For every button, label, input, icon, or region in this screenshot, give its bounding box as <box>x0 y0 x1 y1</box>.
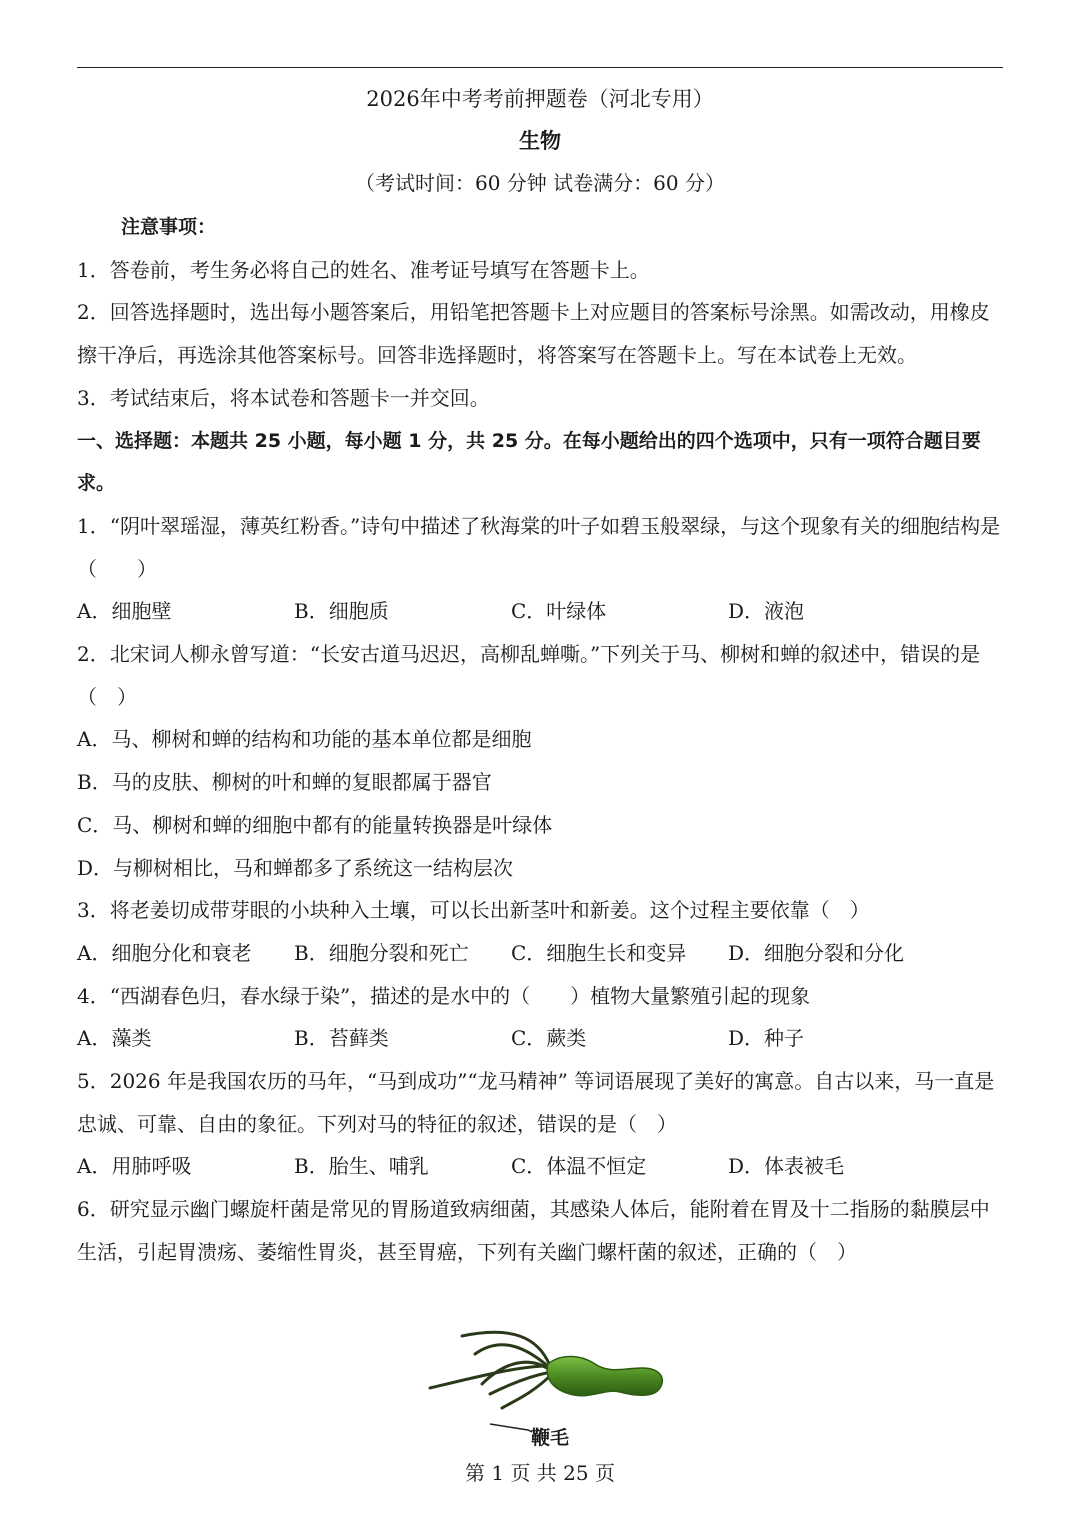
header-rule <box>77 67 1003 68</box>
question-stem: 2．北宋词人柳永曾写道：“长安古道马迟迟，高柳乱蝉嘶。”下列关于马、柳树和蝉的叙述中，错误的是（ ） <box>77 642 981 709</box>
notice-item: 2．回答选择题时，选出每小题答案后，用铅笔把答题卡上对应题目的答案标号涂黑。如需改动，用橡皮擦干净后，再选涂其他答案标号。回答非选择题时，将答案写在答题卡上。写在本试卷上无效。 <box>77 300 990 368</box>
bacterium-body <box>547 1357 662 1396</box>
option: D．与柳树相比，马和蝉都多了系统这一结构层次 <box>77 855 514 880</box>
option: C．蕨类 <box>511 1026 587 1051</box>
option: B．细胞分裂和死亡 <box>294 940 469 965</box>
option: B．细胞质 <box>294 599 389 624</box>
option: D．细胞分裂和分化 <box>728 940 905 965</box>
section-heading: 一、选择题：本题共 25 小题，每小题 1 分，共 25 分。在每小题给出的四个选项中，只有一项符合题目要求。 <box>77 429 981 495</box>
option: C．细胞生长和变异 <box>511 940 687 965</box>
option: A．细胞分化和衰老 <box>77 940 252 965</box>
subject-title: 生物 <box>519 129 561 153</box>
question-stem: 1．“阴叶翠瑶湿，薄英红粉香。”诗句中描述了秋海棠的叶子如碧玉般翠绿，与这个现象有关的细胞结构是（ ） <box>77 513 1001 581</box>
page-footer: 第 1 页 共 25 页 <box>465 1461 615 1485</box>
exam-body <box>77 206 1003 1274</box>
option: D．种子 <box>728 1026 805 1051</box>
option: B．马的皮肤、柳树的叶和蝉的复眼都属于器官 <box>77 770 492 795</box>
question-options <box>77 1017 1003 1060</box>
label-leader <box>490 1424 532 1432</box>
flagella <box>430 1332 552 1408</box>
notice-heading: 注意事项： <box>121 216 217 238</box>
option: C．体温不恒定 <box>511 1154 647 1179</box>
option: D．体表被毛 <box>728 1154 845 1179</box>
question-options <box>77 932 1003 975</box>
notice-item: 1．答卷前，考生务必将自己的姓名、准考证号填写在答题卡上。 <box>77 257 650 282</box>
option: B．苔藓类 <box>294 1026 389 1051</box>
option: C．马、柳树和蝉的细胞中都有的能量转换器是叶绿体 <box>77 812 553 837</box>
question-stem: 6．研究显示幽门螺旋杆菌是常见的胃肠道致病细菌，其感染人体后，能附着在胃及十二指肠的黏膜层中生活，引起胃溃疡、萎缩性胃炎，甚至胃癌，下列有关幽门螺杆菌的叙述，正确的（ ） <box>77 1197 990 1264</box>
question-options <box>77 590 1003 633</box>
exam-info: （考试时间：60 分钟 试卷满分：60 分） <box>355 171 725 195</box>
option: B．胎生、哺乳 <box>294 1154 429 1179</box>
page-title: 2026年中考考前押题卷（河北专用） <box>366 87 714 111</box>
notice-item: 3．考试结束后，将本试卷和答题卡一并交回。 <box>77 385 490 410</box>
option: A．细胞壁 <box>77 599 172 624</box>
figure-label: 鞭毛 <box>531 1427 570 1449</box>
option: A．用肺呼吸 <box>77 1154 192 1179</box>
option: A．马、柳树和蝉的结构和功能的基本单位都是细胞 <box>77 727 532 752</box>
option: C．叶绿体 <box>511 599 607 624</box>
option: A．藻类 <box>77 1026 152 1051</box>
question-stem: 5．2026 年是我国农历的马年，“马到成功”“龙马精神” 等词语展现了美好的寓意。自古以来，马一直是忠诚、可靠、自由的象征。下列对马的特征的叙述，错误的是（ ） <box>77 1069 995 1136</box>
question-options <box>77 1145 1003 1188</box>
question-stem: 3．将老姜切成带芽眼的小块种入土壤，可以长出新茎叶和新姜。这个过程主要依靠（ ） <box>77 898 870 923</box>
question-stem: 4．“西湖春色归，春水绿于染”，描述的是水中的（ ）植物大量繁殖引起的现象 <box>77 983 811 1008</box>
option: D．液泡 <box>728 599 805 624</box>
